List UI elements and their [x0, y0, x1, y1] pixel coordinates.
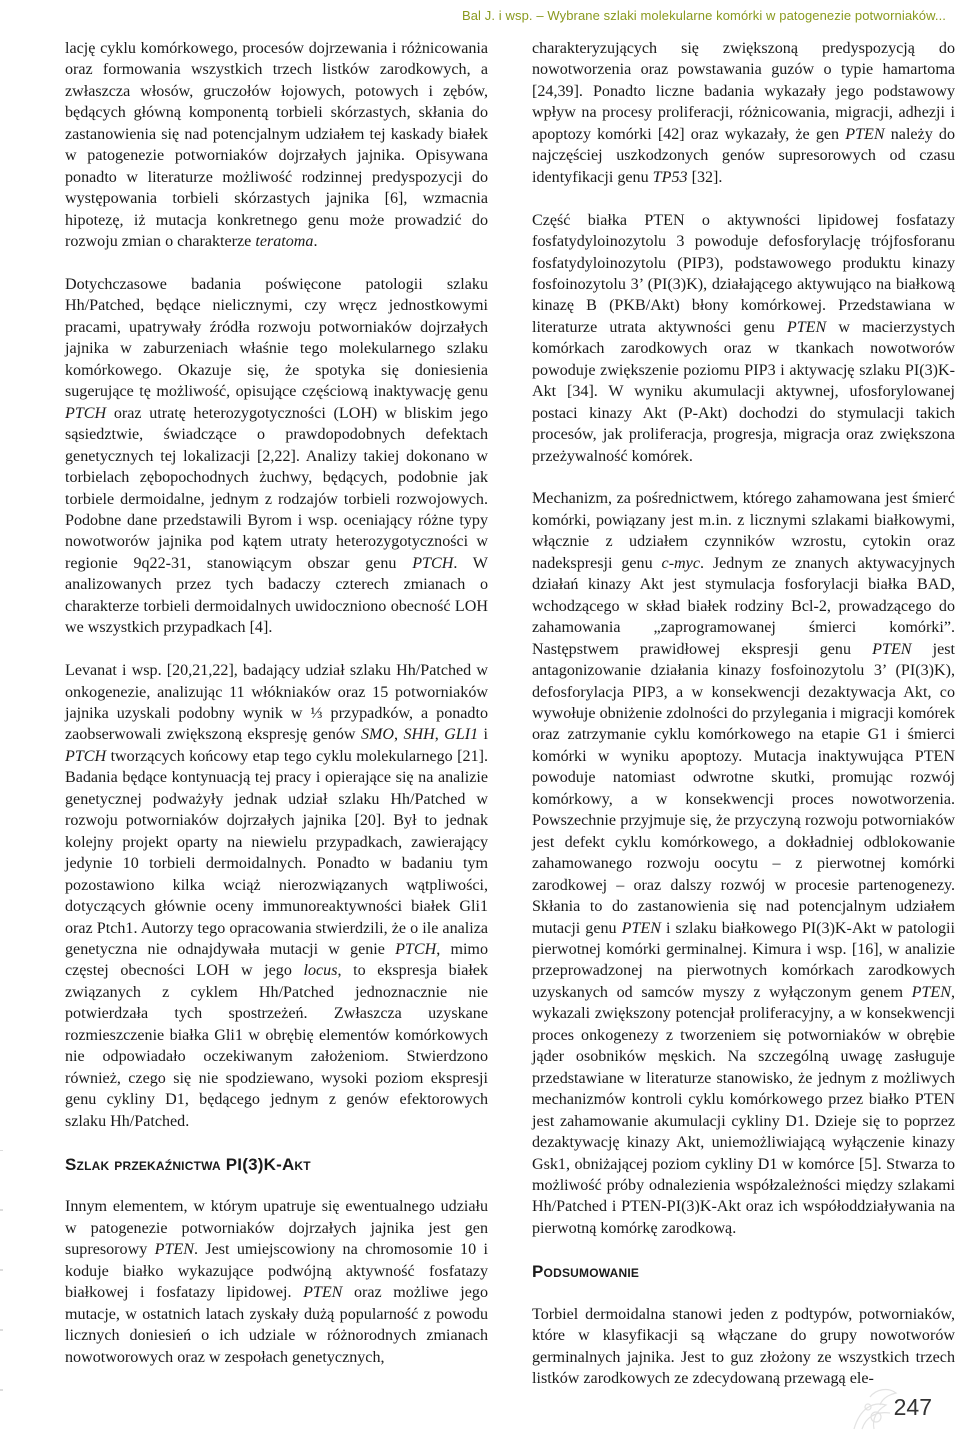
page-number: 247: [893, 1394, 932, 1420]
section-heading: Szlak przekaźnictwa PI(3)K-Akt: [65, 1154, 311, 1174]
paragraph: Torbiel dermoidalna stanowi jeden z podtypów, potworniaków, które w klasyfikacji są włączane do grupy nowotworów germinalnych jajnika. Jest to guz złożony ze wszystkich trzech listków zarodkowych ze zdecydowaną przewagą ele-: [532, 1305, 955, 1388]
right-column: [532, 38, 955, 1389]
section-heading: Podsumowanie: [532, 1261, 640, 1281]
running-head: Bal J. i wsp. – Wybrane szlaki molekularne komórki w patogenezie potworniaków...: [461, 8, 946, 23]
paragraph: Innym elementem, w którym upatruje się ewentualnego udziału w patogenezie potworniaków dojrzałych jajnika jest gen supresorowy PTEN. Jest umiejscowiony na chromosomie 10 i koduje białko wykazujące podwójną aktywność fosfatazy białkowej i fosfatazy lipidowej. PTEN oraz możliwe jego mutacje, w ostatnich latach zyskały dużą popularność z powodu licznych doniesień o ich udziale w różnorodnych zmianach nowotworowych oraz w zespołach genetycznych,: [65, 1198, 488, 1366]
paragraph: Levanat i wsp. [20,21,22], badający udział szlaku Hh/Patched w onkogenezie, analizując 11 włókniaków oraz 15 potworniaków jajnika uzyskali podobny wynik w ⅓ przypadków, a ponadto zaobserwowali zwiększoną ekspresję genów SMO, SHH, GLI1 i PTCH tworzących końcowy etap tego cyklu molekularnego [21]. Badania będące kontynuacją tej pracy i opierające się na analizie genetycznej podważyły jednak udział szlaku Hh/Patched w rozwoju potworniaków dojrzałych jajnika [20]. Był to jednak kolejny projekt oparty na niewielu przypadkach, zawierający jedynie 10 torbieli dermoidalnych. Ponadto w badaniu tym pozostawiono kilka wciąż nierozwiązanych wątpliwości, dotyczących głównie oceny immunoreaktywności białek Gli1 oraz Ptch1. Autorzy tego opracowania stwierdzili, że o ile analiza genetyczna nie odnajdywała mutacji w genie PTCH, mimo częstej obecności LOH w jego locus, to ekspresja białek związanych z cyklem Hh/Patched jednoznacznie nie potwierdzała tych spostrzeżeń. Zwłaszcza uzyskane rozmieszczenie białka Gli1 w obrębię elementów komórkowych nie odpowiadało oczekiwanym założeniom. Stwierdzono również, czego się nie spodziewano, wysoki poziom ekspresji genu cykliny D1, będącego jednym z genów efektorowych szlaku Hh/Patched.: [65, 662, 489, 1130]
paragraph: lację cyklu komórkowego, procesów dojrzewania i różnicowania oraz formowania wszystkich trzech listków zarodkowych, a zwłaszcza włosów, gruczołów łojowych, potowych i zębów, będących główną komponentą torbieli skórzastych, skłania do zastanowienia się nad potencjalnym udziałem tej kaskady białek w patogenezie potworniaków dojrzałych jajnika. Opisywana ponadto w literaturze możliwość rodzinnej predyspozycji do występowania torbieli skórzastych jajnika [6], wzmacnia hipotezę, iż mutacja konkretnego genu może prowadzić do rozwoju zmian o charakterze teratoma.: [65, 40, 488, 251]
left-column: [65, 38, 488, 1368]
paragraph: Dotychczasowe badania poświęcone patologii szlaku Hh/Patched, będące nielicznymi, czy wręcz jednostkowymi pracami, upatrywały źródła rozwoju potworniaków dojrzałych jajnika w zaburzeniach właśnie tego molekularnego szlaku komórkowego. Okazuje się, że spotyka się doniesienia sugerujące tę możliwość, opisujące częściową inaktywację genu PTCH oraz utratę heterozygotyczności (LOH) w bliskim jego sąsiedztwie, świadczące o prawdopodobnych defektach genetycznych tej lokalizacji [2,22]. Analizy takiej dokonano w torbielach zębopochodnych żuchwy, będących, podobnie jak torbiele dermoidalne, jednym z rodzajów torbieli rozwojowych. Podobne dane przedstawili Byrom i wsp. oceniający różne typy nowotworów jajnika pod kątem utraty heterozygotyczności w regionie 9q22-31, stanowiącym obszar genu PTCH. W analizowanych przez tych badaczy czterech zmianach o charakterze torbieli dermoidalnych uwidoczniono obecność LOH we wszystkich przypadkach [4].: [65, 275, 488, 637]
paragraph: charakteryzujących się zwiększoną predyspozycją do nowotworzenia oraz powstawania guzów o typie hamartoma [24,39]. Ponadto liczne badania wykazały jego podstawowy wpływ na procesy proliferacji, różnicowania, migracji, adhezji i apoptozy komórki [42] oraz wykazały, że gen PTEN należy do najczęściej uszkodzonych genów supresorowych od czasu identyfikacji genu TP53 [32].: [532, 40, 955, 186]
margin-marks: [0, 1150, 4, 1410]
paragraph: Mechanizm, za pośrednictwem, którego zahamowana jest śmierć komórki, powiązany jest m.in. z licznymi szlakami białkowymi, włącznie z udziałem czynników wzrostu, cytokin oraz nadekspresji genu c-myc. Jednym ze znanych aktywacyjnych działań kinazy Akt jest stymulacja fosforylacji białka BAD, wchodzącego w skład białek rodziny Bcl-2, prowadzącego do zahamowania „zaprogramowanej śmierci komórki”. Następstwem prawidłowej ekspresji genu PTEN jest antagonizowanie działania kinazy fosfoinozytolu 3’ (PI(3)K), defosforylacja PIP3, a w konsekwencji dezaktywacja Akt, co wywołuje obniżenie zdolności do przylegania i migracji komórek oraz zatrzymanie cyklu komórkowego na etapie G1 i śmierci komórki w wyniku apoptozy. Mutacja inaktywująca PTEN powoduje natomiast odwrotne skutki, promując rozwój komórkowy, a w konsekwencji proces nowotworzenia. Powszechnie przyjmuje się, że przyczyną rozwoju potworniaków jest defekt cyklu komórkowego, a dokładniej odblokowanie zahamowanego rozwoju oocytu – z pierwotnej komórki zarodkowej – oraz dalszy rozwój w procesie partenogenezy. Skłania to do zastanowienia się nad potencjalnym udziałem mutacji genu PTEN i szlaku białkowego PI(3)K-Akt w patologii pierwotnej komórki germinalnej. Kimura i wsp. [16], w analizie przeprowadzonej na pierwotnych komórkach zarodkowych uzyskanych od samców myszy z wyłączonym genem PTEN, wykazali zwiększony potencjał proliferacyjny, a w konsekwencji proces onkogenezy z tworzeniem się potworniaków w obrębie jąder osobników męskich. Na szczególną uwagę zasługuje przedstawiane w literaturze stanowisko, że jednym z możliwych mechanizmów kontroli cyklu komórkowego przez białko PTEN jest zahamowanie akumulacji cykliny D1. Dzieje się to poprzez dezaktywację kinazy Akt, uniemożliwiającą wyłączenie kinazy Gsk1, obniżającej poziom cykliny D1 w komórce [5]. Stwarza to możliwość próby odnalezienia współzależności między szlakami Hh/Patched i PTEN-PI(3)K-Akt oraz ich współoddziaływania na pierwotną komórkę zarodkową.: [532, 490, 955, 1237]
paragraph: Część białka PTEN o aktywności lipidowej fosfatazy fosfatydyloinozytolu 3 powoduje defosforylację trójfosforanu fosfatydyloinozytolu (PIP3), podstawowego produktu kinazy fosfoinozytolu 3’ (PI(3)K), działającego aktywująco na białkową kinazę B (PKB/Akt) błony komórkowej. Przedstawiana w literaturze utrata aktywności genu PTEN w macierzystych komórkach zarodkowych oraz w tkankach nowotworów powoduje zwiększenie poziomu PIP3 i aktywację szlaku PI(3)K-Akt [34]. W wyniku akumulacji aktywnej, ufosforylowanej postaci kinazy Akt (P-Akt) dochodzi do stymulacji takich procesów, jak proliferacja, progresja, migracja oraz zwiększona przeżywalność komórek.: [532, 211, 956, 465]
